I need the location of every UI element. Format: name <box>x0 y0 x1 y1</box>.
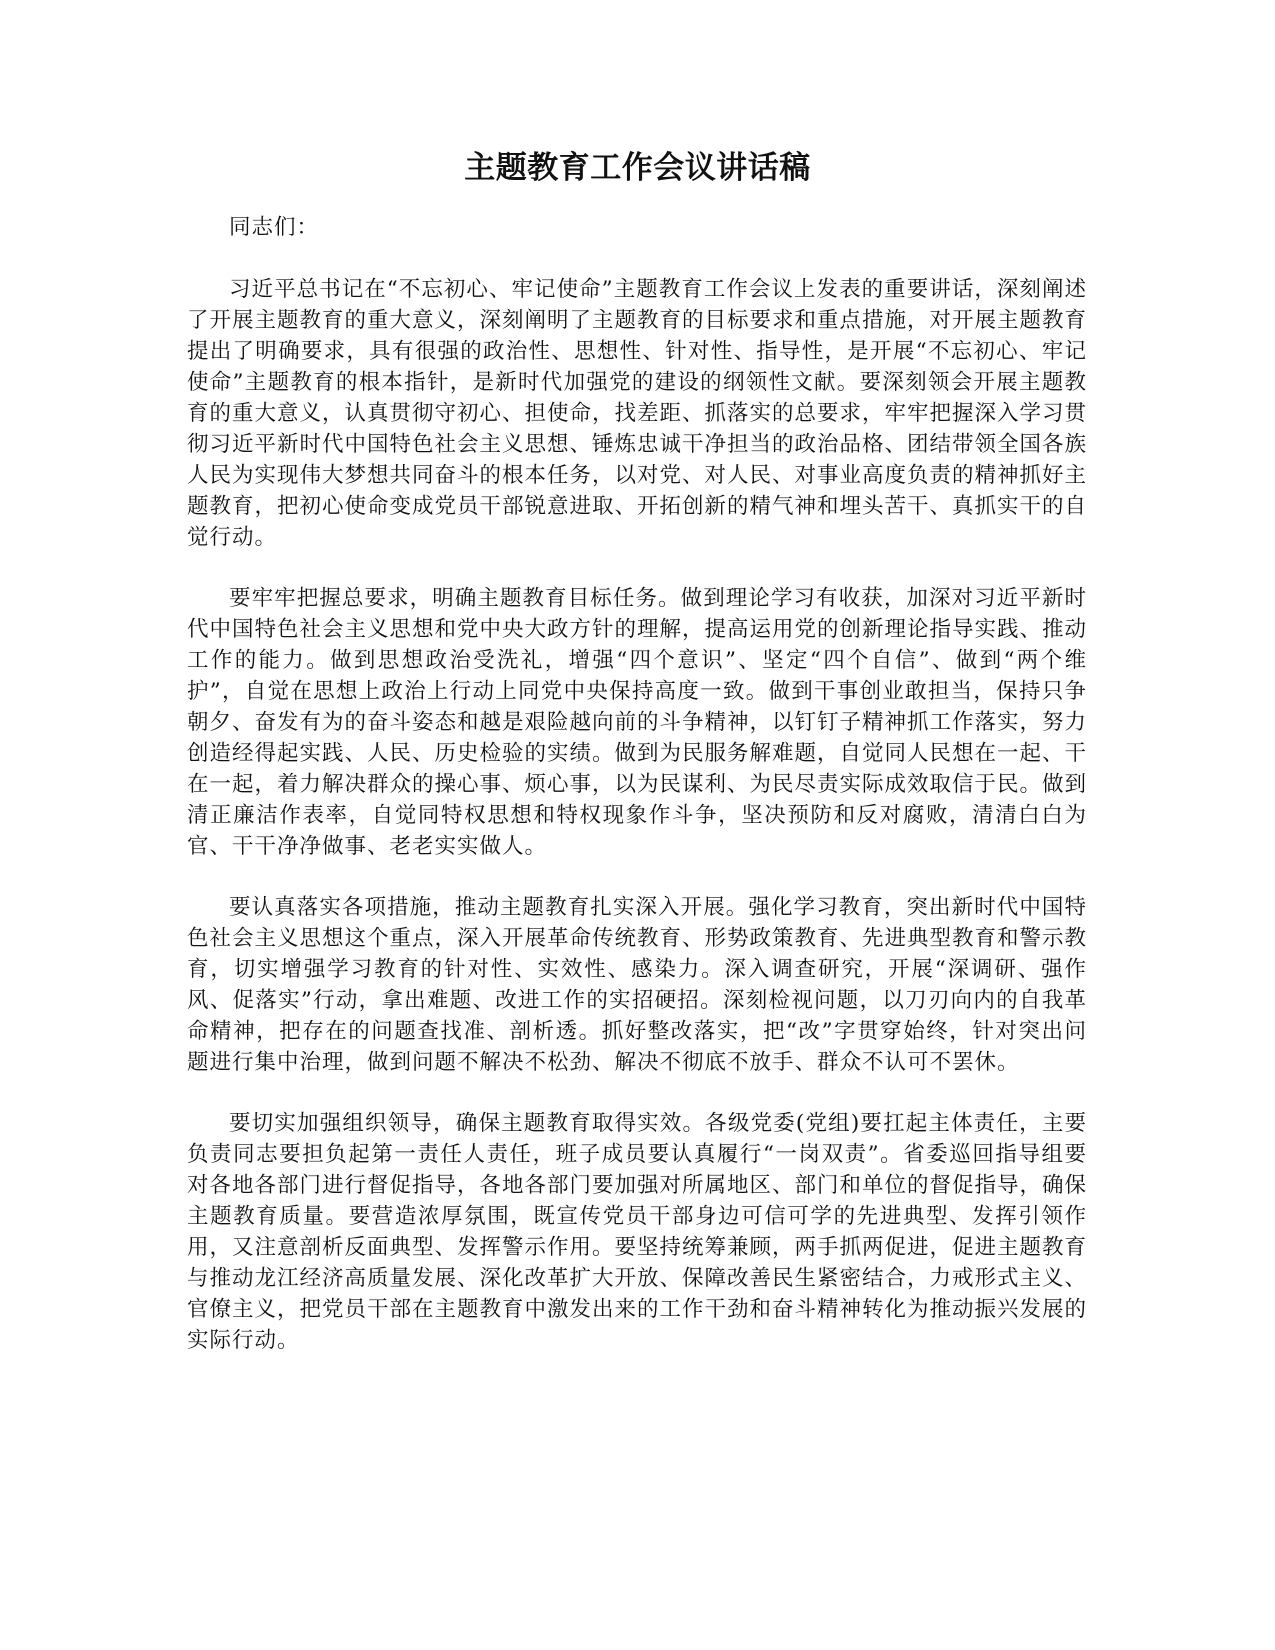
salutation: 同志们： <box>229 215 320 240</box>
document-body <box>187 212 1087 1386</box>
paragraph-3: 要认真落实各项措施，推动主题教育扎实深入开展。强化学习教育，突出新时代中国特色社会主义思想这个重点，深入开展革命传统教育、形势政策教育、先进典型教育和警示教育，切实增强学习教育的针对性、实效性、感染力。深入调查研究，开展“深调研、强作风、促落实”行动，拿出难题、改进工作的实招硬招。深刻检视问题，以刀刃向内的自我革命精神，把存在的问题查找准、剖析透。抓好整改落实，把“改”字贯穿始终，针对突出问题进行集中治理，做到问题不解决不松劲、解决不彻底不放手、群众不认可不罢休。 <box>187 895 1088 1075</box>
paragraph-4: 要切实加强组织领导，确保主题教育取得实效。各级党委(党组)要扛起主体责任，主要负责同志要担负起第一责任人责任，班子成员要认真履行“一岗双责”。省委巡回指导组要对各地各部门进行督促指导，各地各部门要加强对所属地区、部门和单位的督促指导，确保主题教育质量。要营造浓厚氛围，既宣传党员干部身边可信可学的先进典型、发挥引领作用，又注意剖析反面典型、发挥警示作用。要坚持统筹兼顾，两手抓两促进，促进主题教育与推动龙江经济高质量发展、深化改革扩大开放、保障改善民生紧密结合，力戒形式主义、官僚主义，把党员干部在主题教育中激发出来的工作干劲和奋斗精神转化为推动振兴发展的实际行动。 <box>187 1111 1088 1353</box>
paragraph-1: 习近平总书记在“不忘初心、牢记使命”主题教育工作会议上发表的重要讲话，深刻阐述了开展主题教育的重大意义，深刻阐明了主题教育的目标要求和重点措施，对开展主题教育提出了明确要求，具有很强的政治性、思想性、针对性、指导性，是开展“不忘初心、牢记使命”主题教育的根本指针，是新时代加强党的建设的纲领性文献。要深刻领会开展主题教育的重大意义，认真贯彻守初心、担使命，找差距、抓落实的总要求，牢牢把握深入学习贯彻习近平新时代中国特色社会主义思想、锤炼忠诚干净担当的政治品格、团结带领全国各族人民为实现伟大梦想共同奋斗的根本任务，以对党、对人民、对事业高度负责的精神抓好主题教育，把初心使命变成党员干部锐意进取、开拓创新的精气神和埋头苦干、真抓实干的自觉行动。 <box>187 277 1088 550</box>
document-title: 主题教育工作会议讲话稿 <box>464 150 811 186</box>
paragraph-2: 要牢牢把握总要求，明确主题教育目标任务。做到理论学习有收获，加深对习近平新时代中国特色社会主义思想和党中央大政方针的理解，提高运用党的创新理论指导实践、推动工作的能力。做到思想政治受洗礼，增强“四个意识”、坚定“四个自信”、做到“两个维护”，自觉在思想上政治上行动上同党中央保持高度一致。做到干事创业敢担当，保持只争朝夕、奋发有为的奋斗姿态和越是艰险越向前的斗争精神，以钉钉子精神抓工作落实，努力创造经得起实践、人民、历史检验的实绩。做到为民服务解难题，自觉同人民想在一起、干在一起，着力解决群众的操心事、烦心事，以为民谋利、为民尽责实际成效取信于民。做到清正廉洁作表率，自觉同特权思想和特权现象作斗争，坚决预防和反对腐败，清清白白为官、干干净净做事、老老实实做人。 <box>187 586 1088 859</box>
